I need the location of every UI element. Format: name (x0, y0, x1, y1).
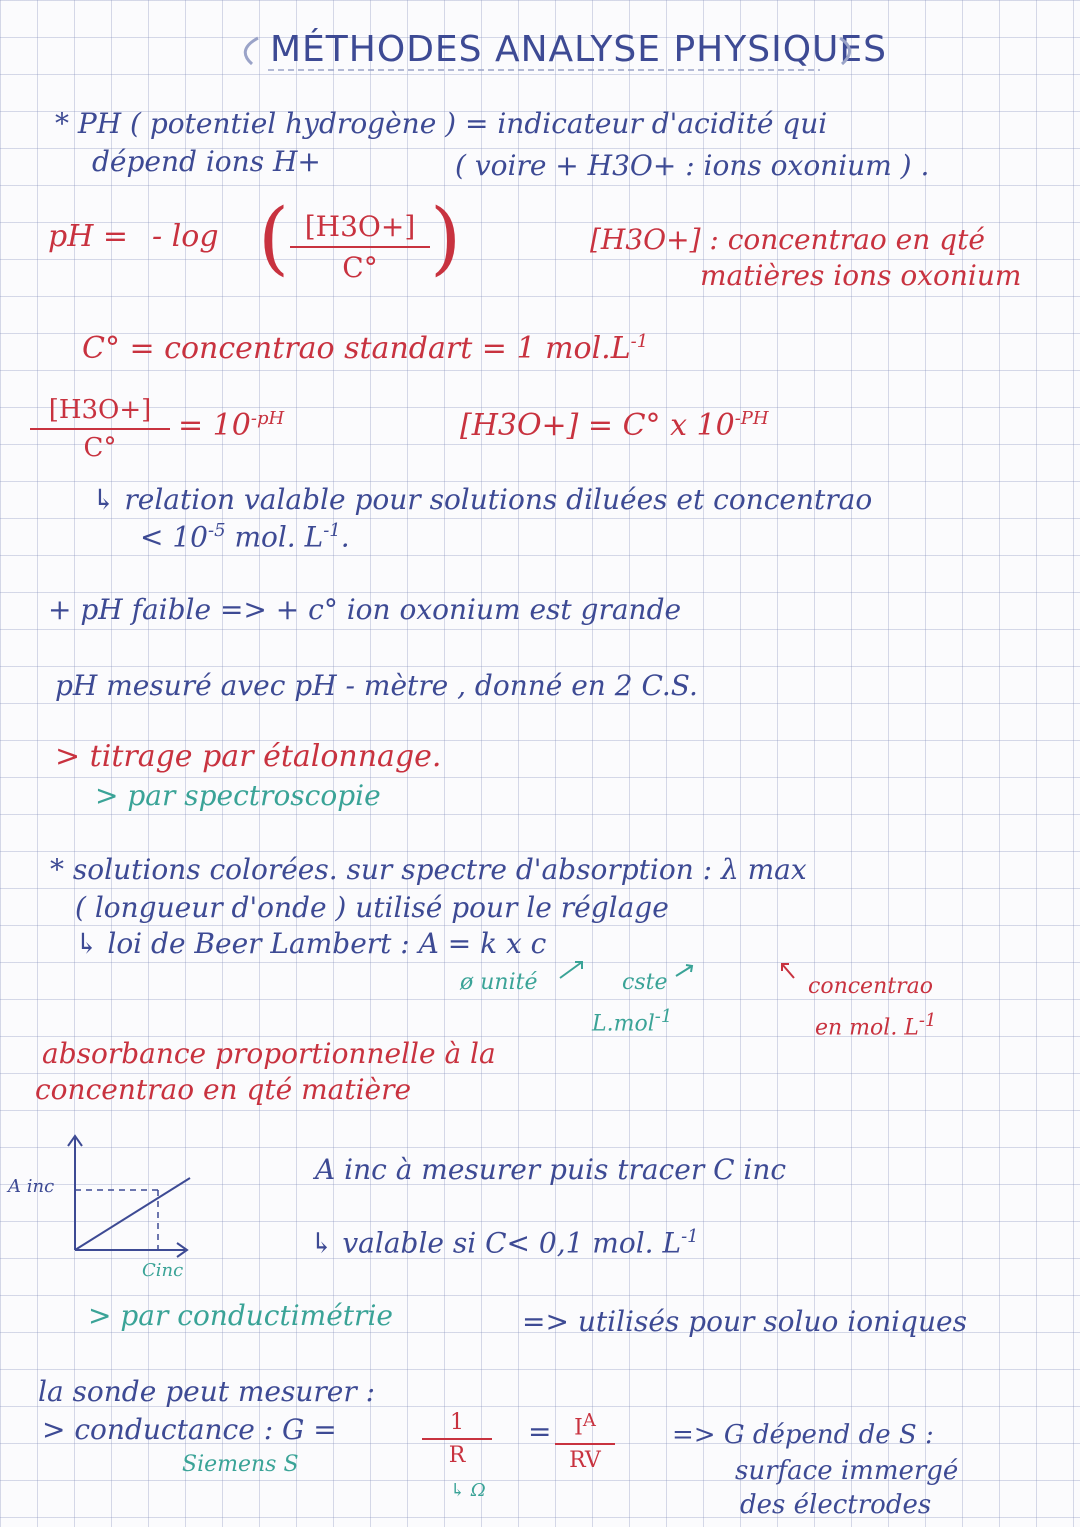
depend-line2: surface immergé (735, 1456, 959, 1486)
conductance-equals: = (528, 1415, 552, 1448)
solutions-line1: * solutions colorées. sur spectre d'absorption : λ max (50, 853, 807, 886)
conductance-fraction-2 (555, 1410, 615, 1473)
c-standard (82, 333, 648, 364)
ratio-eq-text: = 10 (178, 408, 251, 443)
ph-formula-denominator: C° (342, 251, 378, 284)
beer-note-conc: concentrao (808, 974, 933, 999)
ratio-exponent: -pH (250, 408, 285, 429)
ratio-denominator: C° (83, 433, 117, 463)
ph-definition-line2b: ( voire + H3O+ : ions oxonium ) . (455, 149, 930, 182)
conducti-use: => utilisés pour soluo ioniques (522, 1305, 967, 1338)
relation-line2 (140, 520, 350, 554)
fraction-2-denominator: RV (569, 1448, 601, 1474)
ph-definition-line2: dépend ions H+ (92, 145, 321, 178)
fraction-1-numerator: 1 (450, 1410, 464, 1435)
ph-mesure-line: pH mesuré avec pH - mètre , donné en 2 C.S. (55, 669, 698, 702)
page-title: MÉTHODES ANALYSE PHYSIQUES (270, 29, 887, 70)
c-standard-exponent: -1 (630, 331, 649, 352)
ph-formula-note-a: [H3O+] : concentrao en qté (590, 223, 985, 256)
ph-formula-numerator: [H3O+] (304, 210, 416, 243)
graph-y-label: A inc (8, 1176, 55, 1197)
graph-x-label: Cinc (142, 1260, 184, 1281)
ph-definition-line1: * PH ( potentiel hydrogène ) = indicateur d'acidité qui (55, 107, 828, 140)
fraction-1-denominator: R (448, 1443, 466, 1468)
fraction-2-num-sup: A (582, 1410, 596, 1431)
solutions-line3: ↳ loi de Beer Lambert : A = k x c (75, 927, 547, 960)
fraction-2-num-text: I (574, 1415, 583, 1441)
relation-line1: ↳ relation valable pour solutions diluées et concentrao (92, 483, 873, 516)
calibration-graph (10, 1130, 210, 1280)
ratio-fraction (30, 395, 170, 463)
sonde-line: la sonde peut mesurer : (38, 1375, 376, 1408)
paren-left: ( (258, 191, 290, 284)
c-standard-text: C° = concentrao standart = 1 mol.L (82, 331, 631, 366)
titrage-heading: > titrage par étalonnage. (55, 739, 442, 774)
beer-note-unite: ø unité (460, 970, 538, 995)
valable-text: ↳ valable si C< 0,1 mol. L (310, 1226, 682, 1260)
relation-bound: < 10 (140, 520, 208, 554)
ph-formula-note-b: matières ions oxonium (700, 259, 1022, 292)
cste-unit-exponent: -1 (654, 1006, 673, 1027)
paren-right: ) (430, 191, 462, 284)
concentration-formula (460, 410, 769, 441)
title-decor (0, 0, 1080, 90)
relation-unit-exponent: -1 (323, 520, 341, 541)
ratio-numerator: [H3O+] (48, 395, 152, 425)
depend-line1: => G dépend de S : (672, 1420, 934, 1450)
beer-note-conc-unit (815, 1012, 936, 1039)
relation-bound-exponent: -5 (208, 520, 226, 541)
fraction-bar (555, 1443, 615, 1445)
concentration-formula-exponent: -PH (734, 408, 769, 429)
siemens-unit: Siemens S (182, 1452, 299, 1477)
valable-exponent: -1 (681, 1226, 699, 1247)
valable-line (310, 1226, 699, 1260)
conductance-fraction-1 (422, 1410, 492, 1468)
spectro-heading: > par spectroscopie (95, 779, 381, 812)
solutions-line2: ( longueur d'onde ) utilisé pour le réglage (75, 891, 669, 924)
ph-formula-fraction (290, 210, 430, 284)
absorbance-line2: concentrao en qté matière (35, 1073, 412, 1106)
conc-unit-exponent: -1 (918, 1010, 937, 1031)
beer-note-cste: cste (622, 970, 668, 995)
fraction-bar (422, 1438, 492, 1440)
ph-formula-minus-log: - log (152, 219, 219, 254)
relation-end: . (340, 520, 350, 554)
ratio-equals (178, 410, 284, 441)
concentration-formula-text: [H3O+] = C° x 10 (460, 408, 735, 443)
a-inc-line: A inc à mesurer puis tracer C inc (315, 1153, 787, 1186)
fraction-bar (290, 246, 430, 248)
depend-line3: des électrodes (740, 1490, 932, 1520)
relation-unit: mol. L (225, 520, 324, 554)
conc-unit-text: en mol. L (815, 1015, 919, 1041)
fraction-bar (30, 428, 170, 430)
cste-unit-text: L.mol (592, 1011, 655, 1037)
conductance-label: > conductance : G = (42, 1413, 337, 1446)
ph-faible-line: + pH faible => + c° ion oxonium est grande (48, 593, 682, 626)
fraction-1-unit: ↳ Ω (450, 1480, 486, 1501)
conducti-heading: > par conductimétrie (88, 1299, 393, 1332)
absorbance-line1: absorbance proportionnelle à la (42, 1037, 496, 1070)
ph-formula-lhs: pH = (48, 219, 129, 254)
beer-note-cste-unit (592, 1008, 672, 1035)
fraction-2-numerator (555, 1410, 615, 1440)
